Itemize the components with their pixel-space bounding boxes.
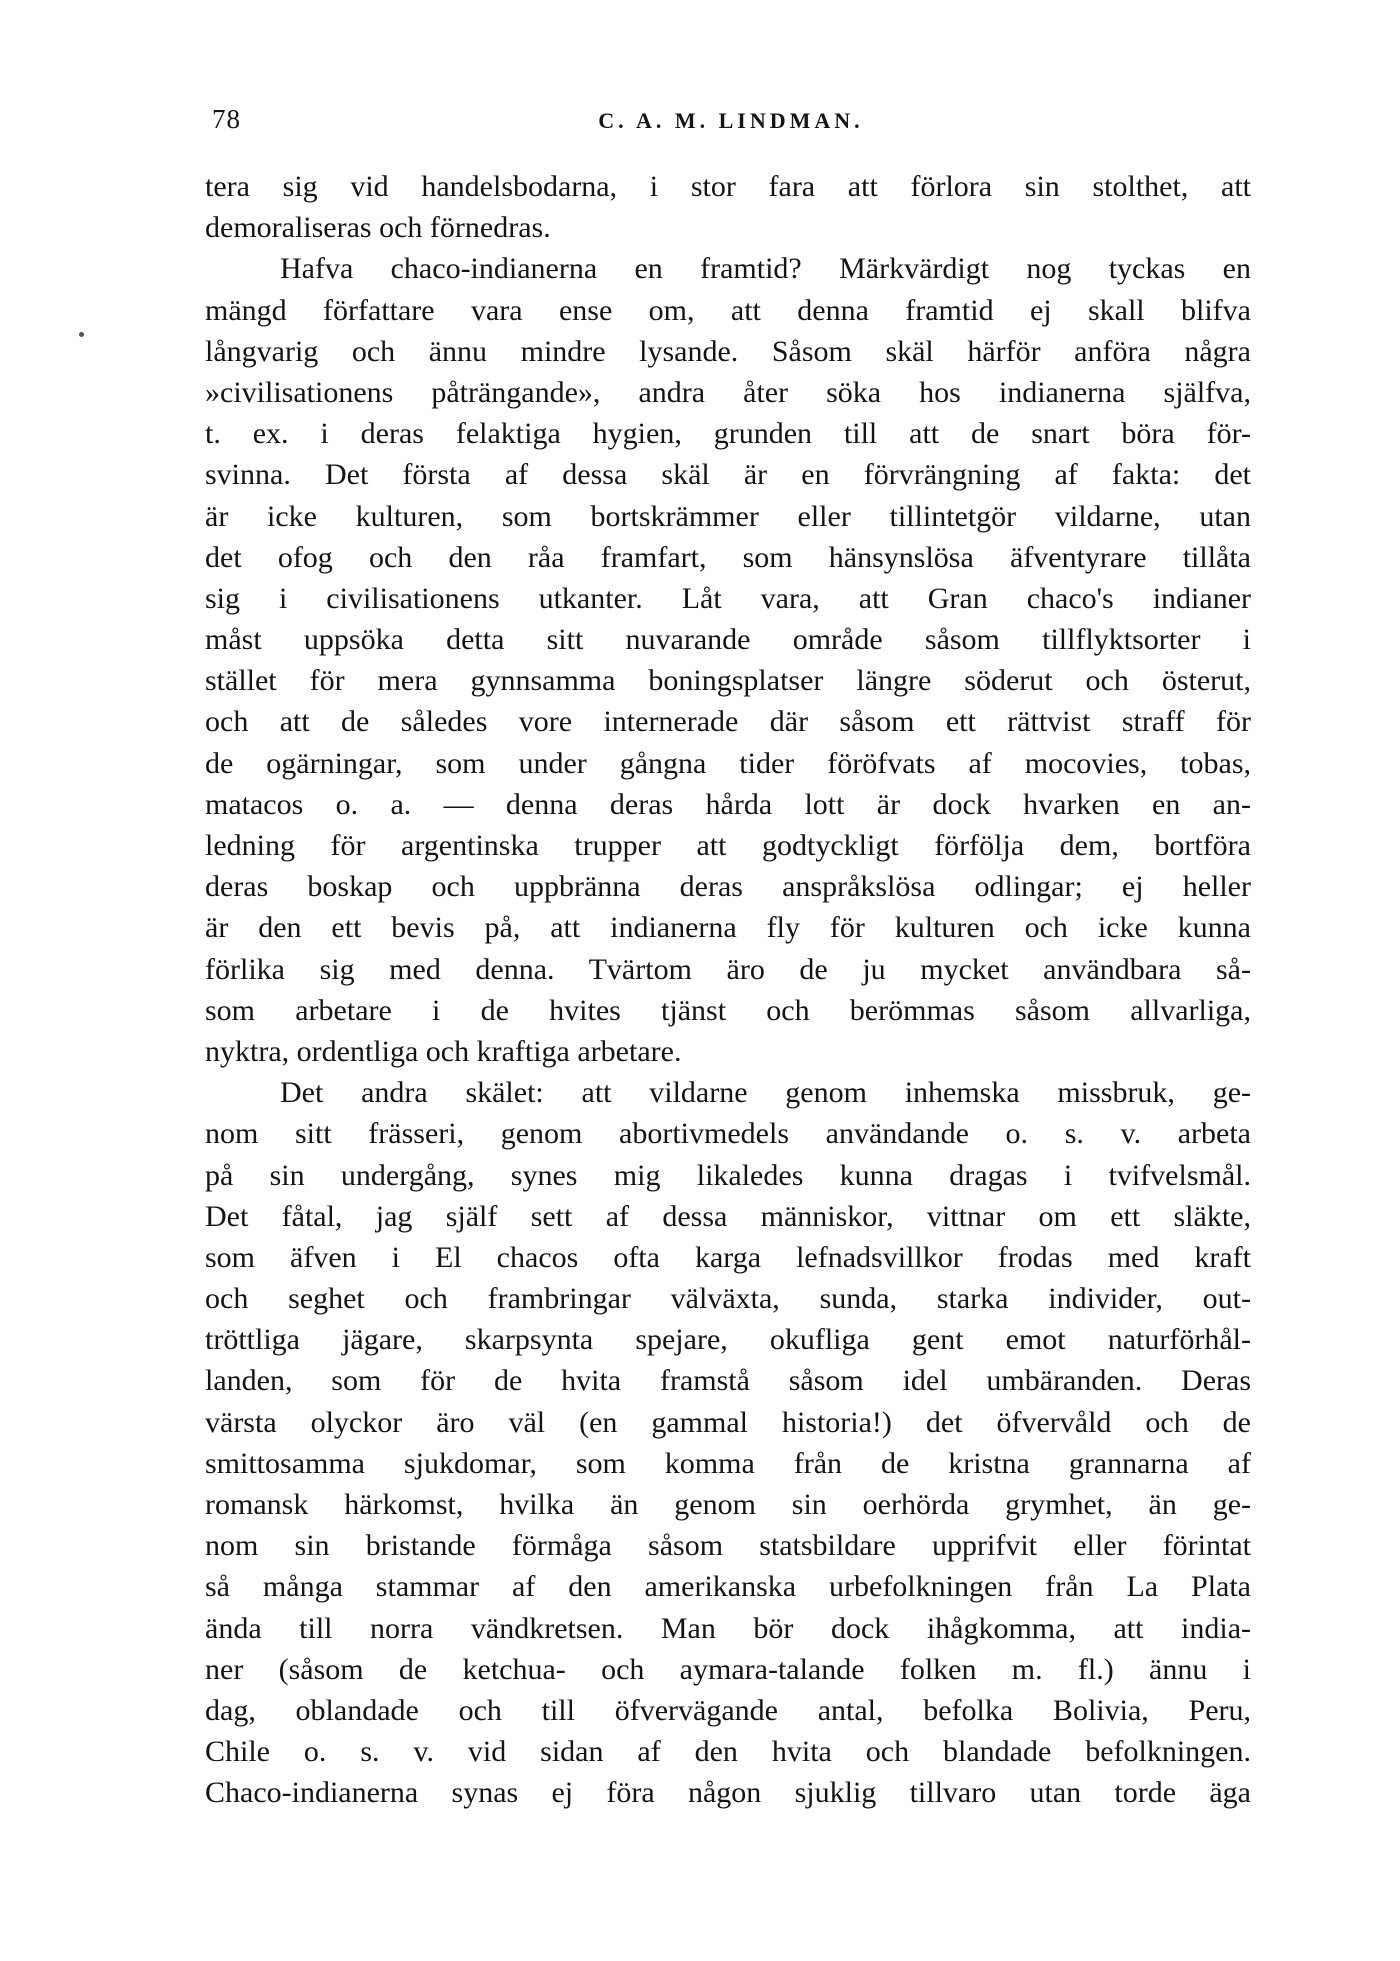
text-line: nom sin bristande förmåga såsom statsbildare upprifvit eller förintat [205, 1529, 1251, 1563]
text-line: smittosamma sjukdomar, som komma från de kristna grannarna af [205, 1446, 1251, 1480]
text-line: nom sitt frässeri, genom abortivmedels användande o. s. v. arbeta [205, 1117, 1251, 1151]
text-line: ända till norra vändkretsen. Man bör dock ihågkomma, att india- [205, 1611, 1251, 1645]
running-head: C. A. M. LINDMAN. [598, 108, 864, 133]
text-line: ner (såsom de ketchua- och aymara-talande folken m. fl.) ännu i [205, 1652, 1251, 1686]
text-line: måst uppsöka detta sitt nuvarande område såsom tillflyktsorter i [205, 623, 1251, 657]
text-line: de ogärningar, som under gångna tider föröfvats af mocovies, tobas, [205, 746, 1251, 780]
text-line: t. ex. i deras felaktiga hygien, grunden till att de snart böra för- [205, 417, 1251, 451]
text-line: Hafva chaco-indianerna en framtid? Märkvärdigt nog tyckas en [280, 252, 1251, 286]
text-line: på sin undergång, synes mig likaledes kunna dragas i tvifvelsmål. [205, 1158, 1251, 1192]
text-line: matacos o. a. — denna deras hårda lott är dock hvarken en an- [205, 787, 1251, 821]
text-line: och att de således vore internerade där såsom ett rättvist straff för [205, 705, 1251, 739]
text-line: dag, oblandade och till öfvervägande antal, befolka Bolivia, Peru, [205, 1693, 1251, 1727]
text-line: sig i civilisationens utkanter. Låt vara, att Gran chaco's indianer [205, 581, 1251, 615]
text-line: som äfven i El chacos ofta karga lefnadsvillkor frodas med kraft [205, 1240, 1251, 1274]
text-line: det ofog och den råa framfart, som hänsynslösa äfventyrare tillåta [205, 540, 1251, 574]
text-line: är den ett bevis på, att indianerna fly för kulturen och icke kunna [205, 911, 1251, 945]
text-line: stället för mera gynnsamma boningsplatser längre söderut och österut, [205, 664, 1251, 698]
text-line: landen, som för de hvita framstå såsom idel umbäranden. Deras [205, 1364, 1251, 1398]
print-speck [79, 332, 84, 337]
body-text [205, 166, 1251, 1814]
text-line: mängd författare vara ense om, att denna framtid ej skall blifva [205, 293, 1251, 327]
text-line: »civilisationens påträngande», andra åter söka hos indianerna själfva, [205, 375, 1251, 409]
page-header [212, 104, 1250, 144]
text-line: Det andra skälet: att vildarne genom inhemska missbruk, ge- [280, 1076, 1251, 1110]
text-line: och seghet och frambringar välväxta, sunda, starka individer, out- [205, 1282, 1251, 1316]
text-line: är icke kulturen, som bortskrämmer eller tillintetgör vildarne, utan [205, 499, 1251, 533]
page-number: 78 [212, 104, 241, 134]
text-line: demoraliseras och förnedras. [205, 211, 551, 245]
text-line: deras boskap och uppbränna deras anspråkslösa odlingar; ej heller [205, 870, 1251, 904]
text-line: förlika sig med denna. Tvärtom äro de ju mycket användbara så- [205, 952, 1251, 986]
text-line: så många stammar af den amerikanska urbefolkningen från La Plata [205, 1570, 1251, 1604]
text-line: Chaco-indianerna synas ej föra någon sjuklig tillvaro utan torde äga [205, 1776, 1251, 1810]
text-line: ledning för argentinska trupper att godtyckligt förfölja dem, bortföra [205, 829, 1251, 862]
text-line: värsta olyckor äro väl (en gammal historia!) det öfvervåld och de [205, 1405, 1251, 1439]
text-line: romansk härkomst, hvilka än genom sin oerhörda grymhet, än ge- [205, 1488, 1251, 1521]
text-line: Det fåtal, jag själf sett af dessa människor, vittnar om ett släkte, [205, 1199, 1251, 1233]
text-line: tröttliga jägare, skarpsynta spejare, okufliga gent emot naturförhål- [205, 1323, 1251, 1357]
text-line: nyktra, ordentliga och kraftiga arbetare. [205, 1034, 682, 1068]
text-line: tera sig vid handelsbodarna, i stor fara att förlora sin stolthet, att [205, 170, 1251, 203]
text-line: Chile o. s. v. vid sidan af den hvita och blandade befolkningen. [205, 1735, 1251, 1769]
text-line: långvarig och ännu mindre lysande. Såsom skäl härför anföra några [205, 334, 1251, 368]
text-line: svinna. Det första af dessa skäl är en förvrängning af fakta: det [205, 458, 1251, 492]
text-line: som arbetare i de hvites tjänst och berömmas såsom allvarliga, [205, 993, 1251, 1027]
